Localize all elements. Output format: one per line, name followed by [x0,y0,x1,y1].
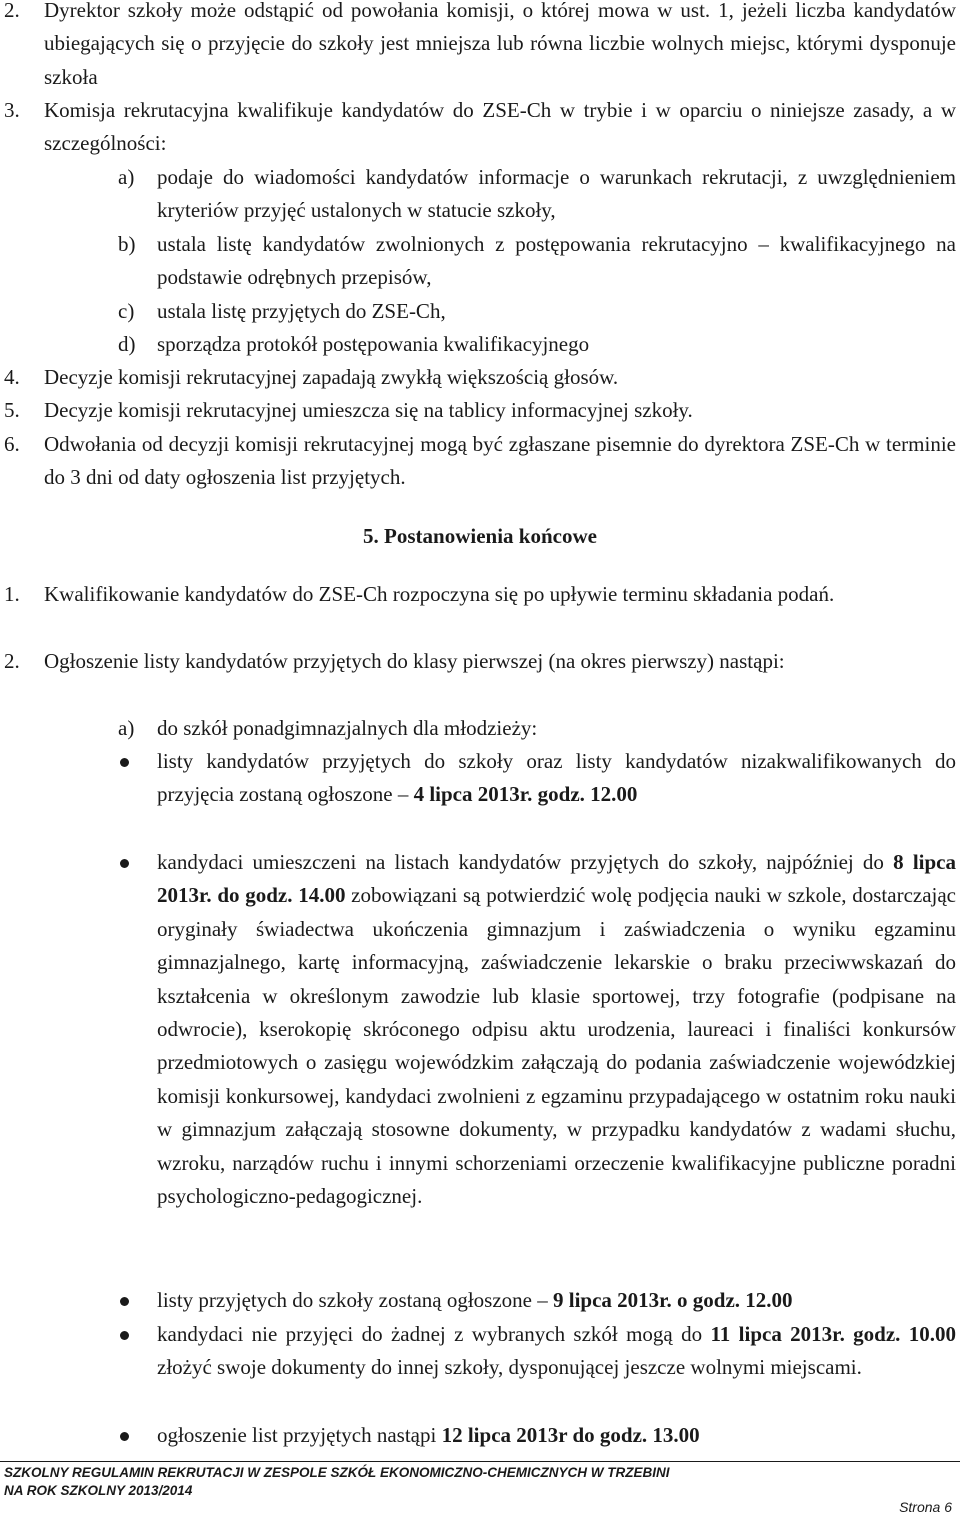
sub-label: c) [118,299,135,323]
bullet-3-text: listy przyjętych do szkoły zostaną ogłoszone – [157,1288,548,1312]
paragraph-item-3 [44,94,956,161]
bullet-5-date: 12 lipca 2013r do godz. 13.00 [441,1423,700,1447]
bullet-icon [120,758,129,767]
item-3-text: Komisja rekrutacyjna kwalifikuje kandydatów do ZSE-Ch w trybie i w oparciu o niniejsze zasady, a w szczególności: [44,98,956,156]
sub-label: b) [118,232,136,256]
bullet-item-5 [157,1419,956,1452]
footer-divider [0,1461,960,1462]
bullet-icon [120,859,129,868]
bullet-2-text-a: kandydaci umieszczeni na listach kandydatów przyjętych do szkoły, najpóźniej do [157,850,884,874]
paragraph-s5-item-2: Ogłoszenie listy kandydatów przyjętych do klasy pierwszej (na okres pierwszy) nastąpi: [44,649,785,673]
paragraph-item-6: Odwołania od decyzji komisji rekrutacyjnej mogą być zgłaszane pisemnie do dyrektora ZSE-Ch w terminie do 3 dni od daty ogłoszenia list przyjętych. [44,432,956,490]
sub-item-b: ustala listę kandydatów zwolnionych z postępowania rekrutacyjno – kwalifikacyjnego na podstawie odrębnych przepisów, [157,232,956,290]
bullet-item-1 [157,745,956,812]
bullet-icon [120,1331,129,1340]
item-number: 1. [4,582,20,606]
sub-item-a-schools: do szkół ponadgimnazjalnych dla młodzieży: [157,716,538,740]
bullet-icon [120,1297,129,1306]
paragraph-s5-item-1: Kwalifikowanie kandydatów do ZSE-Ch rozpoczyna się po upływie terminu składania podań. [44,582,835,606]
section-heading: 5. Postanowienia końcowe [363,524,597,548]
page-number: Strona 6 [899,1499,952,1515]
bullet-item-2 [157,846,956,1213]
bullet-icon [120,1432,129,1441]
bullet-4-text-a: kandydaci nie przyjęci do żadnej z wybranych szkół mogą do [157,1322,703,1346]
item-number: 5. [4,398,20,422]
item-number: 6. [4,432,20,456]
sub-item-c: ustala listę przyjętych do ZSE-Ch, [157,299,446,323]
sub-label: d) [118,332,136,356]
bullet-3-date: 9 lipca 2013r. o godz. 12.00 [553,1288,793,1312]
sub-label: a) [118,716,135,740]
item-number: 2. [4,0,20,22]
paragraph-item-4: Decyzje komisji rekrutacyjnej zapadają zwykłą większością głosów. [44,365,619,389]
footer-title: SZKOLNY REGULAMIN REKRUTACJI W ZESPOLE SZKÓŁ EKONOMICZNO-CHEMICZNYCH W TRZEBINI [4,1465,670,1480]
bullet-5-text: ogłoszenie list przyjętych nastąpi [157,1423,437,1447]
paragraph-item-5: Decyzje komisji rekrutacyjnej umieszcza się na tablicy informacyjnej szkoły. [44,398,693,422]
item-number: 4. [4,365,20,389]
bullet-1-text: listy kandydatów przyjętych do szkoły oraz listy kandydatów nizakwalifikowanych do przyjęcia zostaną ogłoszone – [157,749,956,807]
bullet-4-text-b: złożyć swoje dokumenty do innej szkoły, dysponującej jeszcze wolnymi miejscami. [157,1355,862,1380]
bullet-item-4 [157,1318,956,1385]
item-number: 3. [4,98,20,122]
paragraph-item-2: Dyrektor szkoły może odstąpić od powołania komisji, o której mowa w ust. 1, jeżeli liczba kandydatów ubiegających się o przyjęcie do szkoły jest mniejsza lub równa liczbie wolnych miejsc, którymi dysponuje szkoła [44,0,956,89]
sub-item-a: podaje do wiadomości kandydatów informacje o warunkach rekrutacji, z uwzględnieniem kryteriów przyjęć ustalonych w statucie szkoły, [157,165,956,223]
bullet-2-date: 8 lipca 2013r. do godz. 14.00 [157,850,957,908]
item-number: 2. [4,649,20,673]
bullet-item-3 [157,1284,956,1317]
sub-label: a) [118,165,135,189]
footer-school-year: NA ROK SZKOLNY 2013/2014 [4,1483,193,1498]
bullet-4-date: 11 lipca 2013r. godz. 10.00 [710,1322,957,1346]
bullet-1-date: 4 lipca 2013r. godz. 12.00 [413,782,638,807]
sub-item-d: sporządza protokół postępowania kwalifikacyjnego [157,332,590,356]
bullet-2-text-b: zobowiązani są potwierdzić wolę podjęcia nauki w szkole, dostarczając oryginały świadectwa ukończenia gimnazjum i zaświadczenia o wyniku egzaminu gimnazjalnego, kartę informacyjną, zaświadczenie lekarskie o braku przeciwwskazań do kształcenia w określonym zawodzie lub klasie sportowej, trzy fotografie (podpisane na odwrocie), kserokopię skróconego odpisu aktu urodzenia, laureaci i finaliści konkursów przedmiotowych o zasięgu wojewódzkim załączają do podania zaświadczenie wojewódzkiej komisji konkursowej, kandydaci zwolnieni z egzaminu przypadającego w ostatnim roku nauki w gimnazjum załączają stosowne dokumenty, w przypadku kandydatów z wadami słuchu, wzroku, narządów ruchu i innymi schorzeniami orzeczenie kwalifikacyjne publiczne poradni psychologiczno-pedagogicznej. [157,883,957,1209]
